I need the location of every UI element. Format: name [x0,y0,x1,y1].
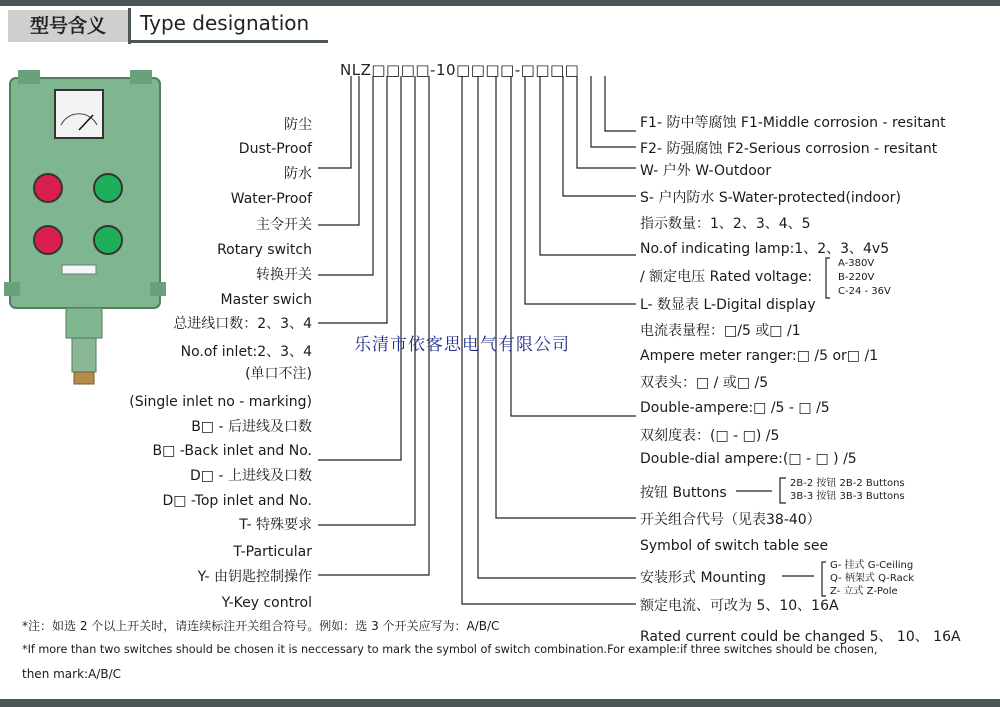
lead-w [577,76,636,168]
label-topinlet-en: D□ -Top inlet and No. [162,493,312,509]
label-dustproof-cn: 防尘 [284,117,312,133]
lead-inlet [318,76,387,323]
label-mount-g: G- 挂式 G-Ceiling [830,560,914,571]
label-amp-cn: 电流表量程：□/5 或□ /1 [640,323,801,339]
label-dual-en: Double-ampere:□ /5 - □ /5 [640,400,830,416]
label-lamp-cn: 指示数量：1、2、3、4、5 [640,216,811,232]
label-rated-cn: 额定电流、可改为 5、10、16A [640,598,839,614]
label-voltage-a: A-380V [838,258,875,269]
lead-digital [525,76,636,304]
lead-combo [496,76,636,518]
label-rotary-cn: 主令开关 [256,217,312,233]
model-code: NLZ□□□□-10□□□□-□□□□ [340,61,580,79]
label-combo-cn: 开关组合代号（见表38-40） [640,512,821,528]
label-key-en: Y-Key control [221,595,312,611]
label-inlet-en: No.of inlet:2、3、4 [180,344,312,360]
label-key-cn: Y- 由钥匙控制操作 [197,569,312,585]
label-buttons: 按钮 Buttons [640,485,727,501]
label-mount-z: Z- 立式 Z-Pole [830,586,898,597]
note-en-2: then mark:A/B/C [22,667,121,681]
note-cn: *注：如选 2 个以上开关时，请连续标注开关组合符号。例如：选 3 个开关应写为：A/B/C [22,619,500,633]
label-backinlet-cn: B□ - 后进线及口数 [191,419,312,435]
label-topinlet-cn: D□ - 上进线及口数 [190,468,312,484]
label-single-cn: (单口不注) [245,366,312,382]
label-master-en: Master swich [220,292,312,308]
lead-rotary [318,76,359,225]
label-inlet-cn: 总进线口数：2、3、4 [173,316,312,332]
note-en-1: *If more than two switches should be chosen it is neccessary to mark the symbol of switch combination.For example:if three switches should be chosen, [22,643,878,656]
label-particular-cn: T- 特殊要求 [239,517,312,533]
label-rotary-en: Rotary switch [217,242,312,258]
label-waterproof-cn: 防水 [284,166,312,182]
lead-f2 [591,76,636,147]
label-amp-en: Ampere meter ranger:□ /5 or□ /1 [640,348,879,364]
lead-f1 [605,76,636,131]
lead-s [563,76,636,196]
lead-lamp [540,76,636,255]
label-outdoor: W- 户外 W-Outdoor [640,163,772,179]
lead-mount [478,76,636,578]
label-dial-en: Double-dial ampere:(□ - □ ) /5 [640,451,857,467]
lead-ampere [511,76,636,416]
label-voltage: / 额定电压 Rated voltage: [640,269,813,285]
title-cn: 型号含义 [8,10,128,42]
brace-mount [822,562,826,596]
label-dual-cn: 双表头：□ / 或□ /5 [640,375,769,391]
label-buttons-2b: 2B-2 按钮 2B-2 Buttons [790,478,905,489]
brace-buttons [780,478,786,503]
label-digital: L- 数显表 L-Digital display [640,297,816,313]
label-voltage-c: C-24 - 36V [838,286,891,297]
label-master-cn: 转换开关 [256,267,312,283]
label-particular-en: T-Particular [233,544,312,560]
label-dial-cn: 双刻度表：(□ - □) /5 [640,428,780,444]
label-mount-q: Q- 柄架式 Q-Rack [830,573,915,584]
label-voltage-b: B-220V [838,272,875,283]
label-f1: F1- 防中等腐蚀 F1-Middle corrosion - resitant [640,115,946,131]
label-single-en: (Single inlet no - marking) [129,394,312,410]
label-indoor: S- 户内防水 S-Water-protected(indoor) [640,190,901,206]
brace-voltage [826,258,830,298]
lead-master [318,76,373,275]
lead-dustproof [318,76,351,168]
label-mount: 安装形式 Mounting [640,570,766,586]
label-buttons-3b: 3B-3 按钮 3B-3 Buttons [790,491,905,502]
label-lamp-en: No.of indicating lamp:1、2、3、4v5 [640,241,890,257]
company-watermark: 乐清市依客思电气有限公司 [354,335,570,355]
label-rated-en: Rated current could be changed 5、 10、 16A [640,629,961,645]
label-f2: F2- 防强腐蚀 F2-Serious corrosion - resitant [640,141,938,157]
label-dustproof-en: Dust-Proof [238,141,312,157]
label-combo-en: Symbol of switch table see [640,538,829,554]
label-backinlet-en: B□ -Back inlet and No. [152,443,312,459]
bottom-bar [0,699,1000,707]
label-waterproof-en: Water-Proof [230,191,312,207]
title-en: Type designation [140,11,310,35]
